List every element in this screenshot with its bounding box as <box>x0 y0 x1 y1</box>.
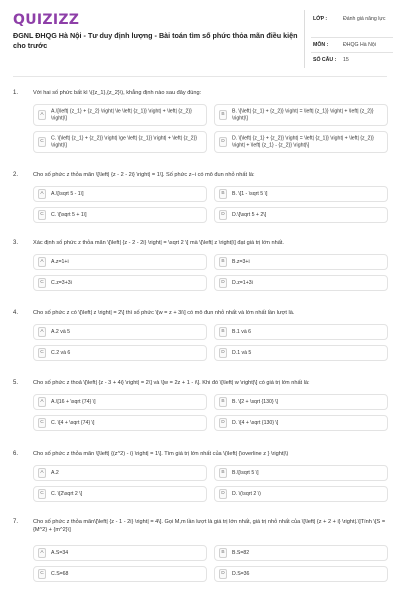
meta-subject-label: MÔN : <box>313 42 329 48</box>
option-letter-badge: B <box>219 397 227 407</box>
question-text: Cho số phức z thỏa mãn \[\left| {(z^2) - i} \right| = 1\]. Tìm giá trị lớn nhất của \(\left| {\overline z } \right|\) <box>33 451 289 457</box>
option-letter-badge: A <box>38 110 46 120</box>
answer-option-a[interactable] <box>33 545 207 561</box>
meta-class-value: Đánh giá năng lực <box>343 16 386 22</box>
question-text: Xác định số phức z thỏa mãn \[\left| {z - 2 - 2i} \right| = \sqrt 2 \] mà \[\left| z \right|\] đạt giá trị lớn nhất. <box>33 240 284 246</box>
option-letter-badge: A <box>38 468 46 478</box>
question-text: Cho số phức z thoả \[\left| {z - 3 + 4i} \right| = 2\] và \[w = 2z + 1 - i\]. Khi đó \[\left| w \right|\] có giá trị lớn nhất là: <box>33 380 310 386</box>
option-letter-badge: C <box>38 278 46 288</box>
option-text: B. \[2 + \sqrt {130} \] <box>232 398 278 405</box>
option-text: A.\[\sqrt 5 - 1\] <box>51 190 84 197</box>
answer-option-a[interactable] <box>33 104 207 126</box>
option-text: D. \(\sqrt 2 \) <box>232 490 261 497</box>
option-text: B.S=82 <box>232 549 250 556</box>
question-number: 1. <box>13 90 19 96</box>
quizizz-logo: QUIZIZZ <box>13 12 80 28</box>
option-text: C.S=68 <box>51 570 69 577</box>
meta-divider <box>311 52 393 53</box>
answer-option-d[interactable] <box>214 345 388 361</box>
question-text: Cho số phức z thỏa mãn \[\left| {z - 2 - 2i} \right| = 1\]. Số phức z−i có mô đun nhỏ nhất là: <box>33 172 255 178</box>
answer-option-c[interactable] <box>33 131 207 153</box>
option-text: B.1 và 6 <box>232 328 252 335</box>
meta-divider <box>311 37 393 38</box>
answer-option-d[interactable] <box>214 566 388 582</box>
option-text: B. \[\left| {z_1} + {z_2}} \right| = \left| {z_1}} \right| + \left| {z_2}} \right|\] <box>232 108 374 121</box>
answer-option-b[interactable] <box>214 394 388 410</box>
option-letter-badge: C <box>38 210 46 220</box>
option-text: C. \[\sqrt 5 + 1\] <box>51 211 87 218</box>
answer-option-a[interactable] <box>33 254 207 270</box>
answer-option-c[interactable] <box>33 345 207 361</box>
option-letter-badge: C <box>38 137 46 147</box>
option-letter-badge: D <box>219 210 227 220</box>
option-text: B. \[1 - \sqrt 5 \] <box>232 190 268 197</box>
answer-option-d[interactable] <box>214 486 388 502</box>
option-text: C.2 và 6 <box>51 349 71 356</box>
question-text: Cho số phức z thỏa mãn\[\left| {z - 1 - 2i} \right| = 4\]. Gọi M,m lần lượt là giá trị lớn nhất, giá trị nhỏ nhất của \[\left| {z + 2 + i} \right|.\]Tính \[S = {M^2} + {m^2}\] <box>33 519 386 533</box>
answer-option-a[interactable] <box>33 324 207 340</box>
answer-option-b[interactable] <box>214 104 388 126</box>
option-letter-badge: C <box>38 569 46 579</box>
header-divider <box>304 10 305 68</box>
option-text: D.1 và 5 <box>232 349 252 356</box>
question-number: 5. <box>13 380 19 386</box>
option-letter-badge: D <box>219 137 227 147</box>
option-text: D.z=1+3i <box>232 279 253 286</box>
option-text: D.S=36 <box>232 570 250 577</box>
answer-option-d[interactable] <box>214 131 388 153</box>
option-text: A.\[\left| {z_1} + {z_2} \right| \le \left| {z_1}} \right| + \left| {z_2}} \right|\] <box>51 108 192 121</box>
option-letter-badge: C <box>38 348 46 358</box>
question-number: 4. <box>13 310 19 316</box>
option-text: B.\[\sqrt 5 \] <box>232 469 259 476</box>
option-letter-badge: A <box>38 397 46 407</box>
question-number: 7. <box>13 519 19 525</box>
option-text: D. \[\left| {z_1} + {z_2}} \right| = \left| {z_1}} \right| + \left| {z_2}} \right| + \left| {z_1} - {z_2}} \right|\] <box>232 135 374 148</box>
answer-option-d[interactable] <box>214 275 388 291</box>
option-letter-badge: A <box>38 257 46 267</box>
option-text: D. \[4 + \sqrt {130} \] <box>232 419 279 426</box>
question-number: 2. <box>13 172 19 178</box>
option-letter-badge: C <box>38 489 46 499</box>
option-text: C.z=3+3i <box>51 279 72 286</box>
question-text: Với hai số phức bất kì \({z_1},{z_2}\), khẳng định nào sau đây đúng: <box>33 90 202 96</box>
meta-count-value: 15 <box>343 57 349 63</box>
option-letter-badge: A <box>38 548 46 558</box>
header-separator <box>13 76 387 77</box>
question-number: 6. <box>13 451 19 457</box>
option-text: C. \[4 + \sqrt {74} \] <box>51 419 95 426</box>
answer-option-b[interactable] <box>214 324 388 340</box>
answer-option-b[interactable] <box>214 186 388 202</box>
answer-option-b[interactable] <box>214 545 388 561</box>
meta-class-label: LỚP : <box>313 16 328 22</box>
answer-option-d[interactable] <box>214 207 388 223</box>
answer-option-a[interactable] <box>33 465 207 481</box>
question-text: Cho số phức z có \[\left| z \right| = 2\] thì số phức \[w = z + 3i\] có mô đun nhỏ nhất và lớn nhất lần lượt là. <box>33 310 295 316</box>
answer-option-d[interactable] <box>214 415 388 431</box>
answer-option-c[interactable] <box>33 207 207 223</box>
option-text: C. \[2\sqrt 2 \] <box>51 490 83 497</box>
option-text: A.S=34 <box>51 549 69 556</box>
answer-option-c[interactable] <box>33 566 207 582</box>
option-text: B.z=3+i <box>232 258 250 265</box>
option-text: A.\[16 + \sqrt {74} \] <box>51 398 96 405</box>
meta-count-label: SỐ CÂU : <box>313 57 337 63</box>
worksheet-header <box>0 0 400 72</box>
option-letter-badge: B <box>219 468 227 478</box>
option-text: C. \[\left| {z_1} + {z_2}} \right| \ge \left| {z_1}} \right| + \left| {z_2}} \right|\] <box>51 135 198 148</box>
option-letter-badge: B <box>219 257 227 267</box>
question-number: 3. <box>13 240 19 246</box>
answer-option-b[interactable] <box>214 465 388 481</box>
option-letter-badge: B <box>219 327 227 337</box>
option-letter-badge: A <box>38 327 46 337</box>
option-letter-badge: B <box>219 548 227 558</box>
option-letter-badge: B <box>219 110 227 120</box>
option-letter-badge: D <box>219 569 227 579</box>
answer-option-a[interactable] <box>33 186 207 202</box>
option-letter-badge: C <box>38 418 46 428</box>
option-letter-badge: A <box>38 189 46 199</box>
option-text: D.\[\sqrt 5 + 2\] <box>232 211 267 218</box>
option-letter-badge: D <box>219 348 227 358</box>
option-text: A.z=1+i <box>51 258 69 265</box>
option-text: A.2 <box>51 469 59 476</box>
answer-option-a[interactable] <box>33 394 207 410</box>
worksheet-title: ĐGNL ĐHQG Hà Nội - Tư duy định lượng - Bài toán tìm số phức thỏa mãn điều kiện cho trước <box>13 31 298 50</box>
answer-option-b[interactable] <box>214 254 388 270</box>
option-letter-badge: D <box>219 418 227 428</box>
answer-option-c[interactable] <box>33 486 207 502</box>
option-letter-badge: D <box>219 278 227 288</box>
meta-subject-value: ĐHQG Hà Nội <box>343 42 376 48</box>
option-letter-badge: B <box>219 189 227 199</box>
answer-option-c[interactable] <box>33 275 207 291</box>
answer-option-c[interactable] <box>33 415 207 431</box>
option-letter-badge: D <box>219 489 227 499</box>
option-text: A.2 và 5 <box>51 328 71 335</box>
